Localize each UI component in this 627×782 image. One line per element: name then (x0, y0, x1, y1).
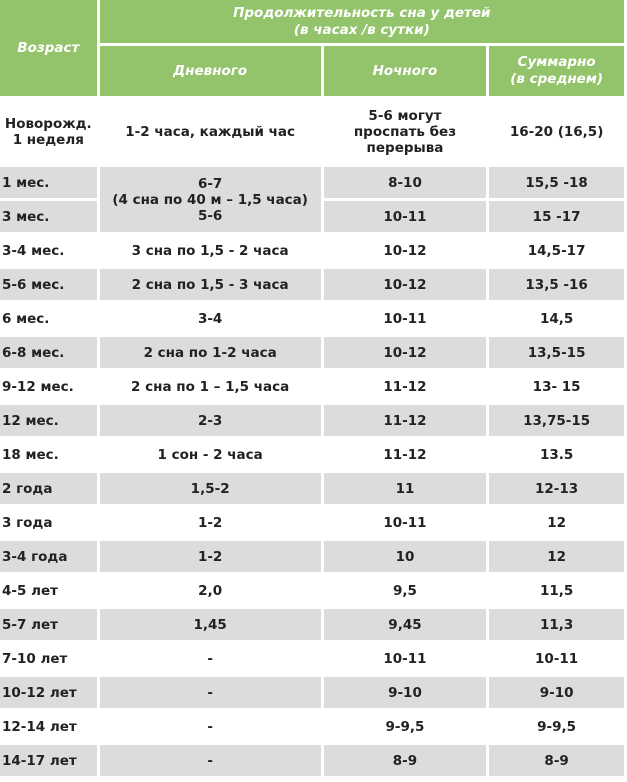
cell-age: 14-17 лет (0, 745, 97, 776)
cell-night: 9-9,5 (324, 711, 487, 742)
cell-total: 13.5 (489, 439, 624, 470)
cell-age: 10-12 лет (0, 677, 97, 708)
cell-night: 9,5 (324, 575, 487, 606)
cell-age: 4-5 лет (0, 575, 97, 606)
cell-day: 3-4 (100, 303, 321, 334)
table-row (0, 677, 624, 708)
cell-night: 8-9 (324, 745, 487, 776)
cell-age: 9-12 мес. (0, 371, 97, 402)
cell-day: 1,5-2 (100, 473, 321, 504)
cell-age: 5-6 мес. (0, 269, 97, 300)
cell-total: 15 -17 (489, 201, 624, 232)
cell-total: 13,5-15 (489, 337, 624, 368)
cell-night: 9,45 (324, 609, 487, 640)
cell-age: 12-14 лет (0, 711, 97, 742)
cell-total: 13,5 -16 (489, 269, 624, 300)
cell-total: 9-10 (489, 677, 624, 708)
table-row (0, 405, 624, 436)
cell-age: Новорожд. 1 неделя (0, 99, 97, 164)
cell-day: 1-2 (100, 507, 321, 538)
table-row (0, 235, 624, 266)
cell-total: 9-9,5 (489, 711, 624, 742)
cell-day: 2 сна по 1 – 1,5 часа (100, 371, 321, 402)
cell-total: 14,5 (489, 303, 624, 334)
cell-night: 11 (324, 473, 487, 504)
table-row (0, 575, 624, 606)
cell-total: 13- 15 (489, 371, 624, 402)
header-age: Возраст (0, 0, 97, 96)
table-row (0, 541, 624, 572)
cell-age: 5-7 лет (0, 609, 97, 640)
cell-age: 6 мес. (0, 303, 97, 334)
table-row (0, 609, 624, 640)
cell-day: 2,0 (100, 575, 321, 606)
header-sleep-duration: Продолжительность сна у детей (в часах /в сутки) (100, 0, 624, 43)
table-row (0, 269, 624, 300)
cell-night: 5-6 могут проспать без перерыва (324, 99, 487, 164)
cell-age: 12 мес. (0, 405, 97, 436)
cell-total: 16-20 (16,5) (489, 99, 624, 164)
cell-day: 1,45 (100, 609, 321, 640)
header-total: Суммарно (в среднем) (489, 46, 624, 96)
table-row (0, 99, 624, 164)
cell-day: 2-3 (100, 405, 321, 436)
cell-age: 3-4 мес. (0, 235, 97, 266)
cell-total: 11,5 (489, 575, 624, 606)
table-row (0, 643, 624, 674)
cell-total: 12-13 (489, 473, 624, 504)
cell-night: 10-11 (324, 643, 487, 674)
header-night: Ночного (324, 46, 487, 96)
cell-night: 10-11 (324, 507, 487, 538)
cell-day: 2 сна по 1,5 - 3 часа (100, 269, 321, 300)
cell-day: 1 сон - 2 часа (100, 439, 321, 470)
cell-day: 1-2 часа, каждый час (100, 99, 321, 164)
table-row (0, 439, 624, 470)
cell-age: 6-8 мес. (0, 337, 97, 368)
header-day: Дневного (100, 46, 321, 96)
cell-total: 12 (489, 507, 624, 538)
cell-total: 14,5-17 (489, 235, 624, 266)
table-row (0, 473, 624, 504)
cell-day: 6-7 (4 сна по 40 м – 1,5 часа) 5-6 (100, 167, 321, 232)
cell-age: 3 года (0, 507, 97, 538)
cell-day: - (100, 643, 321, 674)
table-row (0, 745, 624, 776)
cell-day: 2 сна по 1-2 часа (100, 337, 321, 368)
table-row (0, 711, 624, 742)
cell-age: 2 года (0, 473, 97, 504)
cell-night: 11-12 (324, 439, 487, 470)
table-row (0, 507, 624, 538)
cell-total: 11,3 (489, 609, 624, 640)
cell-night: 10-12 (324, 235, 487, 266)
cell-night: 10-11 (324, 201, 487, 232)
cell-night: 9-10 (324, 677, 487, 708)
cell-night: 10-11 (324, 303, 487, 334)
cell-total: 13,75-15 (489, 405, 624, 436)
cell-day: 1-2 (100, 541, 321, 572)
cell-day: - (100, 711, 321, 742)
cell-day: - (100, 677, 321, 708)
cell-age: 7-10 лет (0, 643, 97, 674)
table-row (0, 337, 624, 368)
cell-night: 10-12 (324, 337, 487, 368)
cell-night: 11-12 (324, 405, 487, 436)
cell-age: 1 мес. (0, 167, 97, 198)
table-row (0, 303, 624, 334)
cell-total: 12 (489, 541, 624, 572)
cell-night: 10-12 (324, 269, 487, 300)
cell-age: 3-4 года (0, 541, 97, 572)
cell-age: 18 мес. (0, 439, 97, 470)
cell-total: 10-11 (489, 643, 624, 674)
cell-day: - (100, 745, 321, 776)
table-row (0, 167, 624, 198)
cell-night: 10 (324, 541, 487, 572)
cell-night: 11-12 (324, 371, 487, 402)
cell-day: 3 сна по 1,5 - 2 часа (100, 235, 321, 266)
cell-night: 8-10 (324, 167, 487, 198)
cell-total: 8-9 (489, 745, 624, 776)
table-row (0, 371, 624, 402)
cell-total: 15,5 -18 (489, 167, 624, 198)
cell-age: 3 мес. (0, 201, 97, 232)
